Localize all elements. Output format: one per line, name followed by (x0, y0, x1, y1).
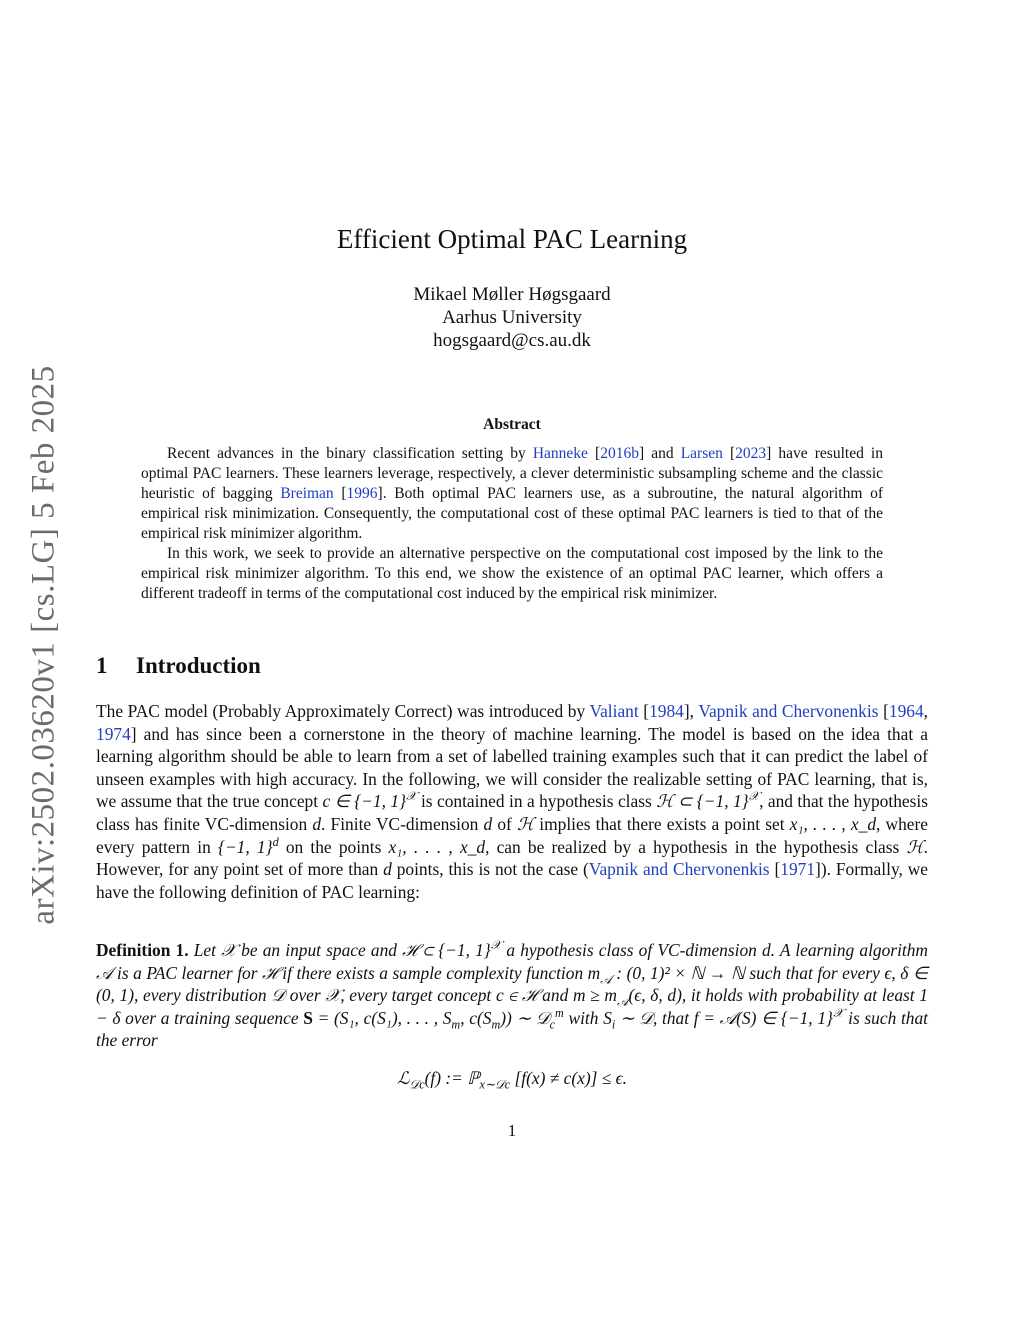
error-equation (0, 1068, 1024, 1092)
math-superscript: 𝒳 (490, 938, 502, 953)
abstract-text: and (644, 445, 681, 462)
abstract-text: . Both optimal PAC learners use, as a subroutine, the natural algorithm of empirical risk minimization. Consequently, the computational cost of these optimal PAC learners is tied to that of the empirical risk minimizer algorithm. (141, 485, 883, 542)
abstract-paragraph-2: In this work, we seek to provide an alternative perspective on the computational cost imposed by the link to the empirical risk minimizer algorithm. To this end, we show the existence of an optimal PAC learner, which offers a different tradeoff in terms of the computational cost induced by the empirical risk minimizer. (141, 545, 883, 602)
citation-year-valiant[interactable]: 1984 (649, 701, 684, 721)
body-text: . Finite VC-dimension (321, 813, 484, 834)
definition-label: Definition 1. (96, 940, 189, 960)
math-subscript: 𝒟c (409, 1077, 425, 1092)
citation-year-vc-1971[interactable]: 1971 (780, 859, 816, 880)
abstract-heading: Abstract (483, 416, 541, 433)
body-text: implies that there exists a point set (534, 813, 790, 834)
body-text: , where every pattern in (96, 813, 929, 857)
math-subscript: i (611, 1017, 616, 1032)
definition-1 (96, 939, 928, 1052)
body-text: is contained in a hypothesis class (416, 791, 657, 812)
equation-text: [f(x) ≠ c(x)] ≤ ϵ. (510, 1068, 628, 1088)
math-d: d (312, 813, 322, 834)
citation-link-vapnik-chervonenkis-1971[interactable]: Vapnik and Chervonenkis (588, 859, 770, 880)
citation-year-larsen[interactable]: 2023 (735, 445, 767, 462)
math-superscript: 𝒳 (832, 1005, 844, 1020)
page-number: 1 (507, 1121, 517, 1140)
section-heading-introduction (96, 653, 261, 679)
math-subscript: 𝒜 (616, 994, 629, 1009)
body-text: , and that the hypothesis class has finite VC-dimension (96, 791, 928, 834)
body-text: of (492, 813, 517, 834)
math-d: d (383, 859, 392, 880)
arxiv-identifier-stamp: arXiv:2502.03620v1 [cs.LG] 5 Feb 2025 (25, 365, 62, 925)
body-text: on the points (278, 836, 389, 857)
definition-text: ∼ 𝒟, that f = 𝒜(S) ∈ {−1, 1} (615, 1007, 833, 1028)
citation-year-breiman[interactable]: 1996 (346, 485, 378, 502)
definition-text (96, 940, 928, 1050)
definition-text: )) ∼ 𝒟 (500, 1007, 550, 1028)
math-subscript: x∼𝒟c (479, 1077, 511, 1092)
math-superscript: 𝒳 (748, 789, 760, 804)
math-H: ℋ (516, 813, 535, 834)
equation-text: (f) := ℙ (424, 1068, 480, 1088)
author-block (0, 283, 1024, 352)
math-d: d (483, 813, 493, 834)
body-text: The PAC model (Probably Approximately Correct) was introduced by (96, 701, 590, 721)
definition-text: : (0, 1)² × ℕ → ℕ such that for every ϵ, δ ∈ (0, 1), every distribution 𝒟 over 𝒳, every target concept c ∈ ℋ and m ≥ m (96, 962, 928, 1006)
math-superscript: d (272, 834, 279, 849)
math-superscript: 𝒳 (406, 789, 417, 804)
body-text: . However, for any point set of more than (96, 836, 929, 880)
introduction-paragraph: The PAC model (Probably Approximately Correct) was introduced by Valiant [1984], Vapnik and Chervonenkis [1964, 1974] and has since been a cornerstone in the theory of machine learning. The model is based on the idea that a learning algorithm should be able to learn from a set of labelled training examples such that it can predict the label of unseen examples with high accuracy. In the following, we will consider the realizable setting of PAC learning, that is, we assume that the true concept c ∈ {−1, 1}$^𝒳$ is contained in a hypothesis class ℋ ⊂ {−1, 1}$^𝒳$, and that the hypothesis class has finite VC-dimension d. Finite VC-dimension d of ℋ implies that there exists a point set x₁, . . . , x_d, where every pattern in {−1, 1}$^d$ on the points x₁, . . . , x_d, can be realized by a hypothesis in the hypothesis class ℋ. However, for any point set of more than d points, this is not the case (Vapnik and Chervonenkis [1971]). Formally, we have the following definition of PAC learning: (96, 701, 929, 902)
abstract-text: have resulted in optimal PAC learners. These learners leverage, respectively, a clever deterministic subsampling scheme and the classic heuristic of bagging (141, 445, 883, 502)
definition-text: a hypothesis class of VC-dimension d. A learning algorithm 𝒜 is a PAC learner for ℋ if there exists a sample complexity function m (96, 940, 928, 983)
abstract-body (141, 444, 883, 604)
section-title: Introduction (136, 653, 261, 678)
author-affiliation: Aarhus University (442, 307, 582, 328)
citation-link-vapnik-chervonenkis[interactable]: Vapnik and Chervonenkis (698, 701, 879, 721)
definition-text: is such that the error (96, 1007, 928, 1051)
math-point-set: x₁, . . . , x_d (789, 813, 877, 834)
citation-link-valiant[interactable]: Valiant (589, 701, 639, 721)
abstract-text: Recent advances in the binary classification setting by (167, 445, 533, 462)
citation-link-hanneke[interactable]: Hanneke (532, 445, 588, 462)
section-number: 1 (96, 653, 108, 678)
definition-text: , c(S (460, 1007, 492, 1028)
author-email: hogsgaard@cs.au.dk (433, 330, 591, 351)
math-bold-S: S (303, 1007, 313, 1028)
math-concept: c ∈ {−1, 1} (322, 791, 407, 812)
math-superscript: m (555, 1005, 564, 1020)
paper-title: Efficient Optimal PAC Learning (336, 224, 688, 254)
body-text: , can be realized by a hypothesis in the hypothesis class (485, 836, 907, 857)
body-text: ). Formally, we have the following definition of PAC learning: (96, 859, 929, 902)
body-text: points, this is not the case ( (391, 859, 589, 880)
citation-link-breiman[interactable]: Breiman (280, 485, 334, 502)
definition-text: Let 𝒳 be an input space and ℋ ⊂ {−1, 1} (188, 940, 491, 960)
math-H: ℋ (906, 836, 924, 857)
definition-text: = (S₁, c(S₁), . . . , S (312, 1007, 452, 1028)
body-text: and has since been a cornerstone in the theory of machine learning. The model is based on the idea that a learning algorithm should be able to learn from a set of labelled training examples such that it can predict the label of unseen examples with high accuracy. In the following, we will consider the realizable setting of PAC learning, that is, we assume that the true concept (96, 723, 928, 812)
citation-link-larsen[interactable]: Larsen (680, 445, 723, 462)
definition-text: (ϵ, δ, d), it holds with probability at least 1 − δ over a training sequence (96, 985, 928, 1028)
definition-text: with S (563, 1007, 612, 1028)
abstract-paragraph-1: Recent advances in the binary classification setting by Hanneke [2016b] and Larsen [2023] have resulted in optimal PAC learners. These learners leverage, respectively, a clever deterministic subsampling scheme and the classic heuristic of bagging Breiman [1996]. Both optimal PAC learners use, as a subroutine, the natural algorithm of empirical risk minimization. Consequently, the computational cost of these optimal PAC learners is tied to that of the empirical risk minimizer algorithm. (141, 445, 883, 542)
math-subscript: m (451, 1017, 461, 1032)
citation-year-vc-1964[interactable]: 1964 (888, 701, 924, 721)
math-subscript: c (549, 1017, 556, 1032)
author-name: Mikael Møller Høgsgaard (413, 284, 611, 305)
math-pattern: {−1, 1} (217, 836, 273, 857)
math-hypothesis-class: ℋ ⊂ {−1, 1} (656, 791, 749, 812)
citation-year-hanneke[interactable]: 2016b (600, 445, 639, 462)
body-text: , (689, 701, 699, 721)
math-subscript: 𝒜 (600, 972, 612, 987)
citation-year-vc-1974[interactable]: 1974 (96, 723, 131, 744)
math-subscript: m (491, 1017, 501, 1032)
math-point-set: x₁, . . . , x_d (388, 836, 486, 857)
body-text: , (923, 701, 929, 721)
equation-loss-symbol: ℒ (396, 1068, 410, 1088)
